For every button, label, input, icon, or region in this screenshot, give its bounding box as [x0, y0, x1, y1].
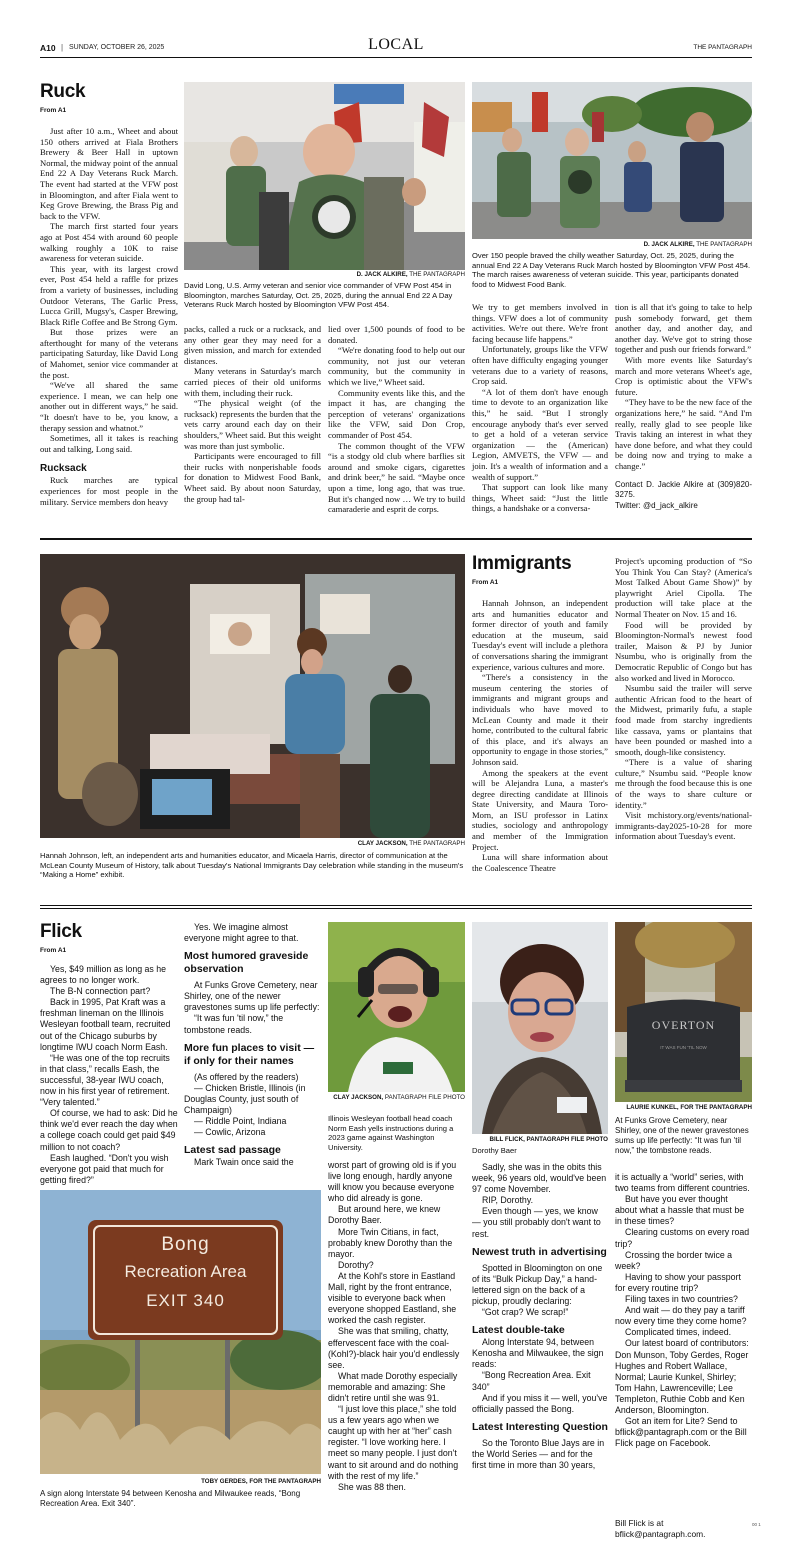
credit-name: CLAY JACKSON, — [357, 840, 408, 847]
paragraph: Crossing the border twice a week? — [615, 1249, 733, 1271]
paragraph: Filing taxes in two countries? — [625, 1294, 738, 1305]
page-date: SUNDAY, OCTOBER 26, 2025 — [69, 44, 165, 51]
paragraph: it is actually a “world” series, with two teams from different countries. — [615, 1172, 750, 1194]
ruck-jump: From A1 — [40, 107, 67, 114]
flick-headline: Flick — [40, 921, 82, 942]
paragraph: Even though — yes, we know — you still probably don't want to rest. — [472, 1206, 601, 1239]
paragraph: Community events like this, and the impact it has, are changing the perception of veterans' organizations like the VFW, said Don Crop, commander of Post 454. — [328, 387, 465, 440]
subhead-sad-passage: Latest sad passage — [184, 1144, 281, 1157]
paragraph: Among the speakers at the event will be Alejandra Luna, a master's degree directing candidate at Illinois State University, and Maura Toro-Morn, an ISU professor in Latinx studies, sociology and anthropology and member of the Immigration Project. — [472, 767, 608, 852]
paragraph: Eash laughed. “Don't you wish everyone got paid that much for getting fired?” — [40, 1152, 169, 1185]
credit-org: THE PANTAGRAPH — [696, 241, 752, 248]
ruck-subhead: Rucksack — [40, 463, 87, 475]
photo-museum-exhibit — [40, 554, 465, 838]
credit-name: D. JACK ALKIRE, — [643, 241, 695, 248]
section-rule-3 — [40, 908, 752, 909]
paragraph: Ruck marches are typical experiences for most people in the military. Service members don heavy — [40, 475, 178, 507]
paragraph: “We're donating food to help out our community, not just our veteran community, but the community in which we live,” Wheet said. — [328, 345, 465, 387]
credit-name: CLAY JACKSON, — [333, 1094, 384, 1101]
paragraph: Nsumbu said the trailer will serve authentic African food to the heart of the Midwest, primarily fufu, a staple food made from starchy ingredients like cassava, yams or plantains that have been pounded or mashed into a smooth, dough-like consistency. — [615, 683, 752, 757]
ruck-headline: Ruck — [40, 81, 86, 102]
masthead — [40, 36, 752, 58]
paragraph: “We've all shared the same experience. I mean, we can help one another out in different ways,” he said. “It doesn't have to be, you know, a therapy session and whatnot.” — [40, 380, 178, 433]
immigrants-headline: Immigrants — [472, 553, 572, 574]
paragraph: But those prizes were an afterthought for many of the veterans participating Saturday, like David Long of Mahomet, senior vice commander at the post. — [40, 327, 178, 380]
page-marker: 00 1 — [752, 1522, 761, 1527]
photo-bong-sign — [40, 1190, 321, 1474]
photo1-caption: David Long, U.S. Army veteran and senior vice commander of VFW Post 454 in Bloomington, marches Saturday, Oct. 25, 2025, during the annual End 22 A Day Veterans Ruck March hosted by Bloomington VFW Post 454. — [184, 281, 453, 310]
flick-col1 — [40, 964, 178, 1186]
gravestone-name: OVERTON — [651, 1018, 716, 1032]
gravestone-epitaph: IT WAS FUN 'TIL NOW — [660, 1045, 707, 1050]
subhead-question: Latest Interesting Question — [472, 1420, 608, 1433]
immigrants-col2 — [615, 556, 752, 842]
immigrants-jump: From A1 — [472, 579, 499, 586]
paragraph: tion is all that it's going to take to help push somebody forward, get them another day, and another day, and another day. We've got to string those together and push our friends forward.” — [615, 302, 752, 355]
paragraph: Visit mchistory.org/events/national-immigrants-day2025-10-28 for more information about Tuesday's event. — [615, 810, 752, 842]
sign-photo-credit — [40, 1478, 321, 1485]
paragraph: This year, with its largest crowd ever, Post 454 held a raffle for prizes from a variety of businesses, including Outdoor Veterans, The Garlic Press, Lucca Grill, Mugsy's, Casper Brewing, Black Rifle Coffee and Be Strong Gym. — [40, 263, 178, 327]
credit-org: THE PANTAGRAPH — [409, 840, 465, 847]
paragraph: “There's a consistency in the museum centering the stories of immigrants and migrant groups and individuals who have moved to McLean County and made it their home, contributed to the cultural fabric of this place, and it's always an opportunity to engage in those stories,” Johnson said. — [472, 672, 608, 767]
paragraph: — Cowlic, Arizona — [194, 1127, 266, 1138]
paragraph: But around here, we knew Dorothy Baer. — [328, 1204, 441, 1226]
section-rule-2 — [40, 905, 752, 906]
paragraph: That support can look like many things, Wheet said: “Just the little things, a handshake or a conversa- — [472, 482, 608, 514]
paragraph: But have you ever thought about what a hassle that must be in these times? — [615, 1194, 745, 1227]
paragraph: The common thought of the VFW “is a stodgy old club where barflies sit around and smoke cigars, cigarettes and drink beer,” he said. “Maybe once upon a time, long ago, that was true. But it's changed now … We try to build camaraderie and esprit de corps. — [328, 440, 465, 515]
paragraph: At Funks Grove Cemetery, near Shirley, one of the newer gravestones sums up life perfectly: — [184, 980, 320, 1013]
paragraph: With more events like Saturday's march and more veterans Wheet's age, Crop is optimistic about the VFW's future. — [615, 354, 752, 397]
photo2-credit — [472, 241, 752, 248]
paragraph: Project's upcoming production of “So You Think You Can Stay? (America's Most Talked About Game Show)” by playwright Ariel Cipolla. The production will take place at the Normal Theater on Nov. 15 and 16. — [615, 556, 752, 619]
paragraph: Yes, $49 million as long as he agrees to no longer work. — [40, 964, 167, 986]
paragraph: More Twin Citians, in fact, probably knew Dorothy than the mayor. — [328, 1226, 453, 1259]
coach-photo-credit — [328, 1094, 465, 1102]
ruck-col4 — [472, 302, 608, 514]
paragraph: — Chicken Bristle, Illinois (in Douglas County, just south of Champaign) — [184, 1082, 306, 1115]
grave-photo-credit — [615, 1104, 752, 1111]
museum-photo-caption: Hannah Johnson, left, an independent arts and humanities educator, and Micaela Harris, director of communication at the McLean County Museum of History, talk about Tuesday's National Immigrants Day celebration while standing in the museum's “Making a Home” exhibit. — [40, 851, 464, 880]
paragraph: “They have to be the new face of the organizations here,” he said. “And I'm really, really glad to see people like Travis taking an interest in what they have done before, and what they could be doing now and trying to make a change.” — [615, 397, 752, 471]
paragraph: (As offered by the readers) — [194, 1071, 299, 1082]
paragraph: “I just love this place,” she told us a few years ago when we caught up with her at “her” cash register. “I love working here. I meet so many people. I just don't want to sit around and do nothing with the rest of my life.” — [328, 1404, 459, 1481]
paragraph: Having to show your passport for every routine trip? — [615, 1271, 741, 1293]
ruck-contact — [615, 480, 752, 512]
paragraph: So the Toronto Blue Jays are in the World Series — and for the first time in more than 30 years, — [472, 1437, 605, 1470]
sign-text-exit: EXIT 340 — [146, 1291, 225, 1310]
paragraph: “It was fun 'til now,” the tombstone reads. — [184, 1013, 284, 1035]
credit-org: THE PANTAGRAPH — [409, 271, 465, 278]
baer-photo-caption: Dorothy Baer — [472, 1146, 517, 1155]
photo1-credit — [184, 271, 465, 278]
flick-signoff: Bill Flick is at bflick@pantagraph.com. — [615, 1518, 706, 1539]
paragraph: The march first started four years ago at Post 454 with around 60 people walking roughly a 10K to raise awareness for veteran suicide. — [40, 221, 178, 264]
paragraph: RIP, Dorothy. — [482, 1195, 534, 1206]
paragraph: Complicated times, indeed. — [625, 1327, 732, 1338]
paragraph: Sometimes, all it takes is reaching out and talking, Long said. — [40, 433, 178, 454]
credit-name: BILL FLICK, — [489, 1136, 525, 1143]
subhead-fun-places: More fun places to visit — if only for their names — [184, 1041, 315, 1067]
credit-org: FOR THE PANTAGRAPH — [249, 1478, 321, 1485]
photo-dorothy-baer — [472, 922, 608, 1134]
credit-org: PANTAGRAPH FILE PHOTO — [384, 1094, 465, 1101]
paragraph: What made Dorothy especially memorable and amazing: She didn't retire until she was 91. — [328, 1370, 458, 1403]
paragraph: “Bong Recreation Area. Exit 340” — [472, 1370, 591, 1392]
photo2-caption: Over 150 people braved the chilly weather Saturday, Oct. 25, 2025, during the annual End 22 A Day Veterans Ruck March hosted by Bloomington VFW Post 454. The march raises awareness of veteran suicide. This year, participants donated food to Midwest Food Bank. — [472, 251, 751, 289]
baer-photo-credit — [472, 1136, 608, 1143]
paragraph: “Got crap? We scrap!” — [482, 1307, 569, 1318]
paragraph: The B-N connection part? — [50, 986, 151, 997]
sign-text-bong: Bong — [161, 1234, 210, 1255]
contact-line: Contact D. Jackie Alkire at (309)820-3275. — [615, 479, 752, 499]
credit-org: PANTAGRAPH FILE PHOTO — [526, 1136, 608, 1143]
page-number: A10 — [40, 43, 56, 53]
section-title: LOCAL — [368, 36, 424, 53]
flick-col4 — [472, 1162, 608, 1471]
masthead-divider: | — [61, 43, 64, 52]
paragraph: Participants were encouraged to fill their rucks with nonperishable foods for donation to Midwest Food Bank, Wheet said. By about noon Saturday, the group had tal- — [184, 451, 321, 504]
flick-col2 — [184, 922, 322, 1168]
paper-name: THE PANTAGRAPH — [693, 44, 752, 51]
photo-gravestone — [615, 922, 752, 1102]
credit-name: D. JACK ALKIRE, — [356, 271, 408, 278]
ruck-col5 — [615, 302, 752, 511]
paragraph: Dorothy? — [338, 1259, 374, 1270]
paragraph: Clearing customs on every road trip? — [615, 1227, 750, 1249]
paragraph: And if you miss it — well, you've officially passed the Bong. — [472, 1392, 608, 1414]
paragraph: Unfortunately, groups like the VFW often have difficulty engaging younger veterans due to a variety of reasons, Crop said. — [472, 344, 608, 387]
masthead-rule — [40, 57, 752, 58]
credit-name: LAURIE KUNKEL, — [626, 1104, 679, 1111]
paragraph: And wait — do they pay a tariff now every time they come home? — [615, 1305, 747, 1327]
paragraph: Spotted in Bloomington on one of its “Bulk Pickup Day,” a hand-lettered sign on the back of a pickup, proudly declaring: — [472, 1262, 603, 1306]
paragraph: “He was one of the top recruits in that class,” recalls Eash, the successful, 38-year IWU coach, now in his first year of retirement. “Very talented.” — [40, 1052, 170, 1108]
paragraph: “The physical weight (of the rucksack) represents the burden that the vets carry around each day on their shoulders,” Wheet said. But this weight was more than just symbolic. — [184, 398, 321, 451]
subhead-graveside: Most humored graveside observation — [184, 950, 309, 976]
grave-photo-caption: At Funks Grove Cemetery, near Shirley, one of the newer gravestones sums up life perfectly: “It was fun 'til now,” the tombstone reads. — [615, 1116, 749, 1155]
photo-david-long — [184, 82, 465, 270]
paragraph: She was 88 then. — [338, 1481, 406, 1492]
ruck-col2 — [184, 324, 321, 504]
paragraph: We try to get members involved in things. VFW does a lot of community activities. We're out there. We're front facing because life happens.” — [472, 302, 608, 344]
flick-jump: From A1 — [40, 947, 67, 954]
paragraph: Yes. We imagine almost everyone might agree to that. — [184, 922, 299, 944]
paragraph: Mark Twain once said the — [194, 1157, 294, 1168]
paragraph: packs, called a ruck or a rucksack, and any other gear they may need for a given mission, and march for extended distances. — [184, 324, 321, 366]
paragraph: lied over 1,500 pounds of food to be donated. — [328, 324, 465, 345]
paragraph: Of course, we had to ask: Did he think we'd ever reach the day when a college coach could get paid $49 million to not coach? — [40, 1108, 178, 1152]
paragraph: “There is a value of sharing culture,” Nsumbu said. “People know me through the food because this is one of the ways to share culture or identity.” — [615, 757, 752, 810]
paragraph: worst part of growing old is if you live long enough, hardly anyone will know you because everyone who did already is gone. — [328, 1160, 457, 1204]
paragraph: Along Interstate 94, between Kenosha and Milwaukee, the sign reads: — [472, 1337, 604, 1370]
paragraph: “A lot of them don't have enough time to devote to an organization like this,” he said. “But I strongly encourage anybody that's ever served to get a hold of a veteran service organization — the (American) Legion, AMVETS, the VFW — and join. It's a wealth of information and a wealth of support.” — [472, 386, 608, 482]
flick-col3 — [328, 1160, 465, 1493]
flick-col5 — [615, 1172, 752, 1449]
paragraph: At the Kohl's store in Eastland Mall, right by the front entrance, visible to everyone back when everyone shopped Eastland, she worked the cash register. — [328, 1270, 457, 1326]
sign-text-recreation: Recreation Area — [124, 1262, 247, 1281]
credit-name: TOBY GERDES, — [201, 1478, 248, 1485]
ruck-col3 — [328, 324, 465, 515]
paragraph: She was that smiling, chatty, effervescent face with the coal-(Kohl?)-black hair you'd endlessly see. — [328, 1326, 460, 1370]
section-rule-1 — [40, 538, 752, 540]
paragraph: Our latest board of contributors: Don Munson, Toby Gerdes, Roger Hughes and Robert Wallace, Normal; Laurie Kunkel, Shirley; Tom Hahn, Lawrenceville; Lee Templeton, Ruthie Cobb and Ken Anderson, Bloomington. — [615, 1338, 749, 1415]
sign-photo-caption: A sign along Interstate 94 between Kenosha and Milwaukee reads, “Bong Recreation Area. Exit 340”. — [40, 1489, 301, 1508]
credit-org: FOR THE PANTAGRAPH — [680, 1104, 752, 1111]
museum-photo-credit — [40, 840, 465, 847]
coach-photo-caption: Illinois Wesleyan football head coach Norm Eash yells instructions during a 2023 game against Washington University. — [328, 1114, 454, 1152]
paragraph: — Riddle Point, Indiana — [194, 1116, 287, 1127]
paragraph: Just after 10 a.m., Wheet and about 150 others arrived at Fiala Brothers Brewery & Beer Hall in uptown Normal, the midway point of the annual End 22 A Day Veterans Ruck March. The event had started at the VFW post in Bloomington, and after Fiala went to Keg Grove Brewing, the Brass Pig and back to the VFW. — [40, 126, 178, 221]
subhead-advertising: Newest truth in advertising — [472, 1245, 607, 1258]
paragraph: Sadly, she was in the obits this week, 96 years old, would've been 97 come November. — [472, 1162, 607, 1195]
photo-marchers — [472, 82, 752, 239]
paragraph: Got an item for Lite? Send to bflick@pantagraph.com or the Bill Flick page on Facebook. — [615, 1416, 747, 1449]
paragraph: Hannah Johnson, an independent arts and humanities educator and former director of youth and family education at the museum, said Tuesday's event will include a plethora of conversations sharing the immigrant experience, various cultures and more. — [472, 598, 608, 672]
ruck-col1 — [40, 126, 178, 507]
paragraph: Food will be provided by Bloomington-Normal's newest food trailer, Maison & PJ by Junior Nsumbu, who is originally from the Democratic Republic of Congo but has also worked and lived in Morocco. — [615, 619, 752, 683]
subhead-double-take: Latest double-take — [472, 1324, 565, 1337]
immigrants-col1 — [472, 598, 608, 873]
photo-coach-eash — [328, 922, 465, 1092]
contact-twitter: Twitter: @d_jack_alkire — [615, 500, 698, 510]
paragraph: Back in 1995, Pat Kraft was a freshman lineman on the Illinois Wesleyan football team, recruited out of the Chicago suburbs by longtime IWU coach Norm Eash. — [40, 997, 171, 1052]
paragraph: Many veterans in Saturday's march carried pieces of their old uniforms with them, including their ruck. — [184, 366, 321, 398]
paragraph: Luna will share information about the Coalescence Theatre — [472, 852, 608, 873]
